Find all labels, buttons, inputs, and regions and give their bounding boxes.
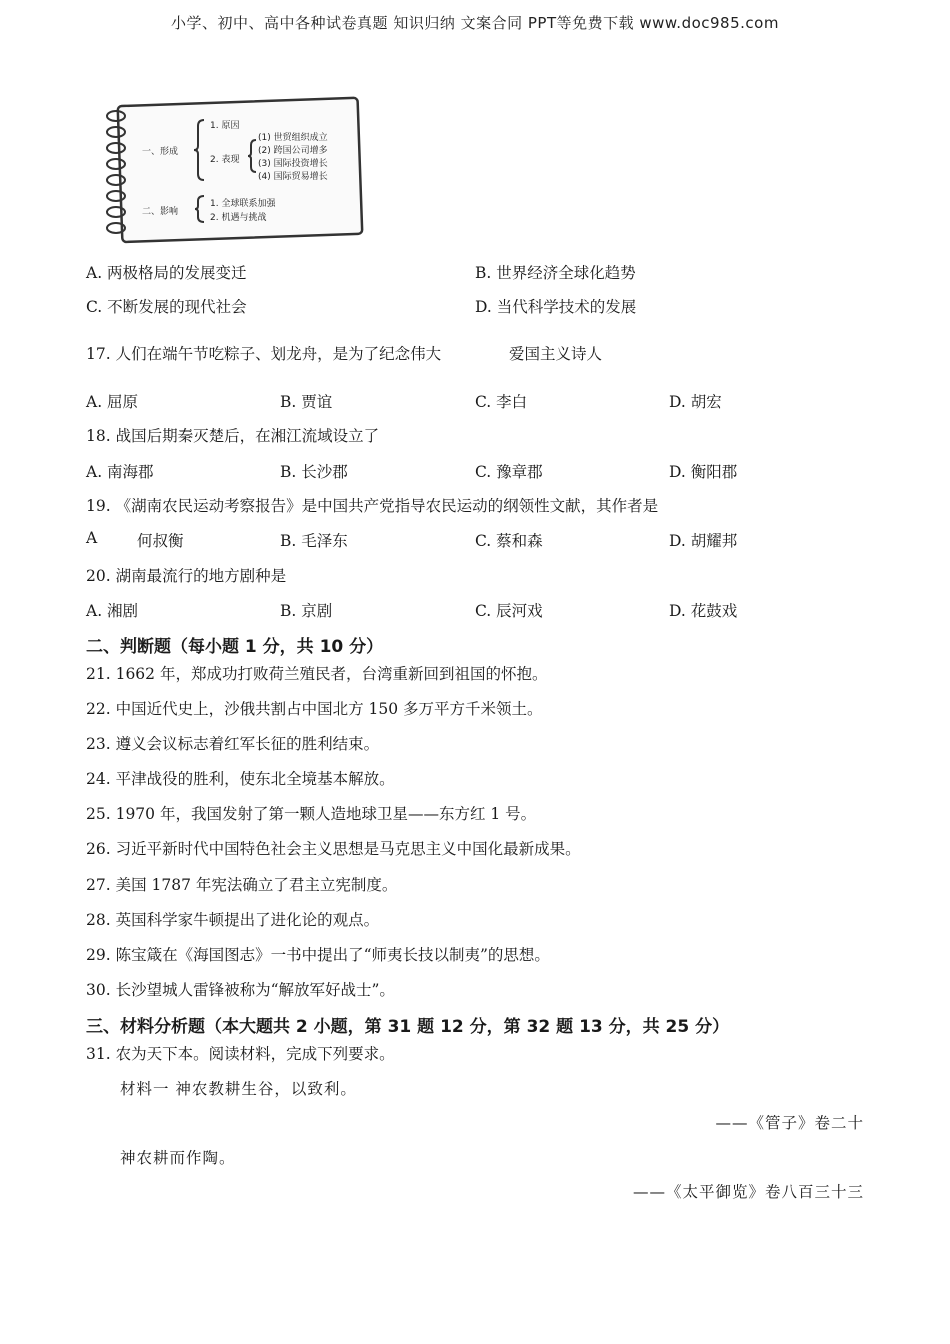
q19-option-a-text: 何叔衡 — [137, 532, 184, 550]
note-s1-b1: (1) 世贸组织成立 — [258, 133, 328, 143]
q19-option-c: C. 蔡和森 — [475, 532, 543, 550]
q17-stem-cont: 爱国主义诗人 — [509, 345, 603, 363]
q18-option-a: A. 南海郡 — [86, 463, 154, 481]
section-2-title: 二、判断题（每小题 1 分，共 10 分） — [86, 637, 384, 657]
q17-stem: 17. 人们在端午节吃粽子、划龙舟，是为了纪念伟大 — [86, 345, 442, 363]
q31-material-2-source: ——《太平御览》卷八百三十三 — [632, 1183, 864, 1201]
note-s1-a: 1. 原因 — [210, 121, 240, 131]
q19-option-a-letter: A — [86, 529, 98, 547]
judgment-21: 21. 1662 年，郑成功打败荷兰殖民者，台湾重新回到祖国的怀抱。 — [86, 665, 548, 683]
q18-option-b: B. 长沙郡 — [280, 463, 348, 481]
q20-option-b: B. 京剧 — [280, 602, 333, 620]
judgment-30: 30. 长沙望城人雷锋被称为“解放军好战士”。 — [86, 981, 395, 999]
q18-stem: 18. 战国后期秦灭楚后，在湘江流域设立了 — [86, 427, 380, 445]
q17-option-a: A. 屈原 — [86, 393, 139, 411]
q16-option-d: D. 当代科学技术的发展 — [475, 298, 637, 316]
judgment-23: 23. 遵义会议标志着红军长征的胜利结束。 — [86, 735, 380, 753]
note-s1-b2: (2) 跨国公司增多 — [258, 146, 328, 156]
q19-option-d: D. 胡耀邦 — [669, 532, 738, 550]
q17-option-d: D. 胡宏 — [669, 393, 722, 411]
q19-stem: 19. 《湖南农民运动考察报告》是中国共产党指导农民运动的纲领性文献，其作者是 — [86, 497, 659, 515]
note-s2-b: 2. 机遇与挑战 — [210, 213, 267, 223]
q16-option-a: A. 两极格局的发展变迁 — [86, 264, 247, 282]
q19-option-b: B. 毛泽东 — [280, 532, 348, 550]
q31-material-2: 神农耕而作陶。 — [120, 1149, 236, 1167]
q20-option-c: C. 辰河戏 — [475, 602, 543, 620]
judgment-29: 29. 陈宝箴在《海国图志》一书中提出了“师夷长技以制夷”的思想。 — [86, 946, 550, 964]
q18-option-d: D. 衡阳郡 — [669, 463, 738, 481]
note-s1-b: 2. 表现 — [210, 155, 240, 165]
judgment-27: 27. 美国 1787 年宪法确立了君主立宪制度。 — [86, 876, 398, 894]
note-s1-title: 一、形成 — [142, 147, 179, 157]
judgment-24: 24. 平津战役的胜利，使东北全境基本解放。 — [86, 770, 395, 788]
q17-option-b: B. 贾谊 — [280, 393, 333, 411]
note-s1-b3: (3) 国际投资增长 — [258, 159, 328, 169]
q31-material-1: 材料一 神农教耕生谷，以致利。 — [120, 1080, 357, 1098]
note-s1-b4: (4) 国际贸易增长 — [258, 172, 328, 182]
q31-stem: 31. 农为天下本。阅读材料，完成下列要求。 — [86, 1045, 395, 1063]
section-3-title: 三、材料分析题（本大题共 2 小题，第 31 题 12 分，第 32 题 13 分，共 25 分） — [86, 1017, 730, 1037]
judgment-25: 25. 1970 年，我国发射了第一颗人造地球卫星——东方红 1 号。 — [86, 805, 537, 823]
q17-option-c: C. 李白 — [475, 393, 528, 411]
q20-stem: 20. 湖南最流行的地方剧种是 — [86, 567, 287, 585]
judgment-22: 22. 中国近代史上，沙俄共割占中国北方 150 多万平方千米领土。 — [86, 700, 543, 718]
q16-option-c: C. 不断发展的现代社会 — [86, 298, 247, 316]
judgment-26: 26. 习近平新时代中国特色社会主义思想是马克思主义中国化最新成果。 — [86, 840, 581, 858]
page-header: 小学、初中、高中各种试卷真题 知识归纳 文案合同 PPT等免费下载 www.doc985.com — [171, 14, 779, 32]
q31-material-1-source: ——《管子》卷二十 — [715, 1114, 864, 1132]
notebook-figure — [98, 96, 366, 246]
q20-option-a: A. 湘剧 — [86, 602, 139, 620]
q18-option-c: C. 豫章郡 — [475, 463, 543, 481]
note-s2-a: 1. 全球联系加强 — [210, 199, 276, 209]
q20-option-d: D. 花鼓戏 — [669, 602, 738, 620]
q16-option-b: B. 世界经济全球化趋势 — [475, 264, 636, 282]
note-s2-title: 二、影响 — [142, 207, 179, 217]
judgment-28: 28. 英国科学家牛顿提出了进化论的观点。 — [86, 911, 380, 929]
